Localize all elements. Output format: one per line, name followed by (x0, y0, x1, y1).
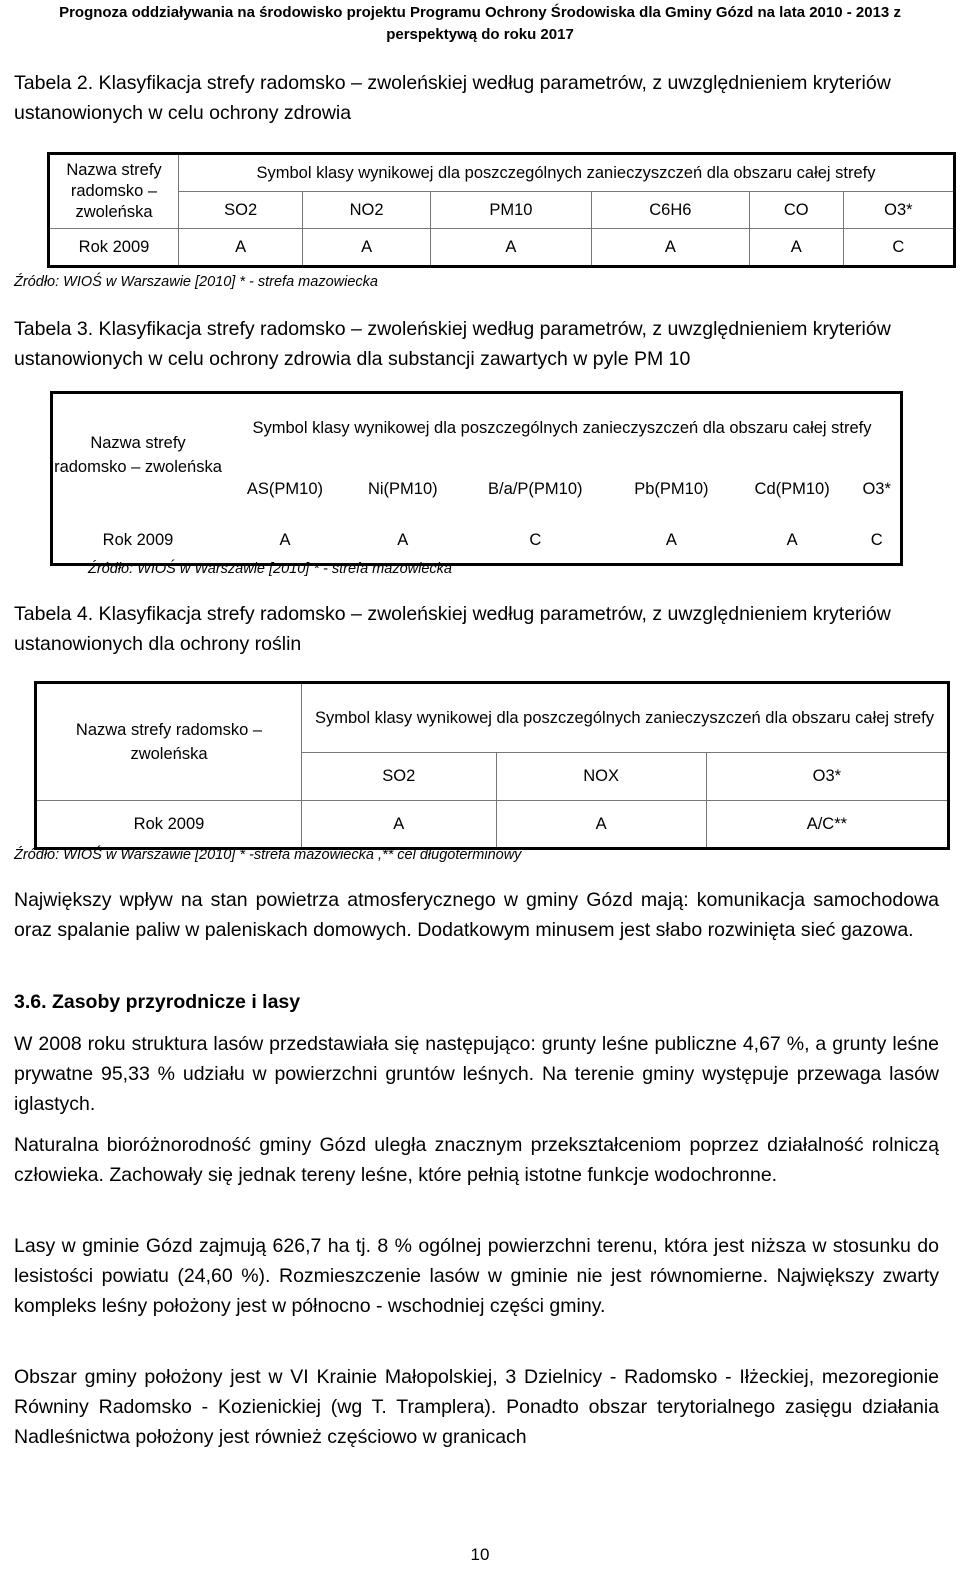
table2-column-headers (49, 192, 955, 229)
table3-col-header: B/a/P(PM10) (459, 462, 611, 516)
table-row (52, 517, 902, 565)
table3-col-header: Pb(PM10) (611, 462, 731, 516)
table2-col-header: NO2 (303, 192, 431, 229)
table4-cell: A (496, 801, 706, 849)
table3-col-header: AS(PM10) (224, 462, 347, 516)
table4-col-header: O3* (706, 752, 948, 800)
table2-cell: A (430, 229, 591, 267)
table4 (34, 681, 950, 850)
table2-cell: A (591, 229, 749, 267)
section-heading: 3.6. Zasoby przyrodnicze i lasy (14, 991, 301, 1013)
table2 (47, 152, 956, 268)
table4-cell: A/C** (706, 801, 948, 849)
table3-col-header: O3* (853, 462, 902, 516)
table2-source: Źródło: WIOŚ w Warszawie [2010] * - strefa mazowiecka (14, 274, 378, 290)
table3-cell: C (459, 517, 611, 565)
page-number: 10 (470, 1545, 490, 1564)
table3-cell: C (853, 517, 902, 565)
header-line-1: Prognoza oddziaływania na środowisko projektu Programu Ochrony Środowiska dla Gminy Gózd na lata 2010 - 2013 z (59, 4, 901, 21)
table2-col-header: PM10 (430, 192, 591, 229)
table3-name-header: Nazwa strefy radomsko – zwoleńska (52, 393, 224, 517)
table4-symbol-header: Symbol klasy wynikowej dla poszczególnych zanieczyszczeń dla obszaru całej strefy (302, 683, 949, 753)
table4-cell: A (302, 801, 497, 849)
table3-cell: A (224, 517, 347, 565)
table2-col-header: CO (749, 192, 843, 229)
table3-col-header: Cd(PM10) (731, 462, 852, 516)
table3-caption: Tabela 3. Klasyfikacja strefy radomsko – zwoleńskiej według parametrów, z uwzględnieniem kryteriów ustanowionych w celu ochrony zdrowia dla substancji zawartych w pyle PM 10 (14, 318, 891, 370)
table2-col-header: SO2 (179, 192, 303, 229)
table2-row-label: Rok 2009 (49, 229, 179, 267)
paragraph-forest-structure: W 2008 roku struktura lasów przedstawiała się następująco: grunty leśne publiczne 4,67 %, a grunty leśne prywatne 95,33 % udziału w powierzchni gruntów leśnych. Na terenie gminy występuje przewaga lasów iglastych. (14, 1033, 939, 1115)
table2-col-header: O3* (843, 192, 954, 229)
paragraph-biodiversity: Naturalna bioróżnorodność gminy Gózd uległa znacznym przekształceniom poprzez działalność rolniczą człowieka. Zachowały się jednak tereny leśne, które pełnią istotne funkcje wodochronne. (14, 1134, 939, 1186)
paragraph-air-impact: Największy wpływ na stan powietrza atmosferycznego w gminy Gózd mają: komunikacja samochodowa oraz spalanie paliw w paleniskach domowych. Dodatkowym minusem jest słabo rozwinięta sieć gazowa. (14, 889, 939, 941)
table2-name-header: Nazwa strefy radomsko – zwoleńska (49, 154, 179, 229)
table2-cell: A (179, 229, 303, 267)
table3-cell: A (611, 517, 731, 565)
table4-row-label: Rok 2009 (36, 801, 302, 849)
table4-col-header: NOX (496, 752, 706, 800)
table2-caption: Tabela 2. Klasyfikacja strefy radomsko – zwoleńskiej według parametrów, z uwzględnieniem kryteriów ustanowionych w celu ochrony zdrowia (14, 72, 891, 124)
table2-symbol-header: Symbol klasy wynikowej dla poszczególnych zanieczyszczeń dla obszaru całej strefy (179, 154, 955, 192)
table2-cell: C (843, 229, 954, 267)
table2-cell: A (303, 229, 431, 267)
header-line-2: perspektywą do roku 2017 (386, 26, 574, 43)
table3 (50, 391, 903, 566)
table4-caption: Tabela 4. Klasyfikacja strefy radomsko – zwoleńskiej według parametrów, z uwzględnieniem kryteriów ustanowionych dla ochrony roślin (14, 603, 891, 655)
paragraph-region: Obszar gminy położony jest w VI Krainie Małopolskiej, 3 Dzielnicy - Radomsko - Iłżeckiej, mezoregionie Równiny Radomsko - Kozienickiej (wg T. Tramplera). Ponadto obszar terytorialnego zasięgu działania Nadleśnictwa położony jest również częściowo w granicach (14, 1366, 939, 1448)
table3-cell: A (346, 517, 459, 565)
table2-col-header: C6H6 (591, 192, 749, 229)
table-row (36, 801, 949, 849)
table3-cell: A (731, 517, 852, 565)
table4-name-header: Nazwa strefy radomsko – zwoleńska (36, 683, 302, 801)
paragraph-forest-area: Lasy w gminie Gózd zajmują 626,7 ha tj. 8 % ogólnej powierzchni terenu, która jest niższa w stosunku do lesistości powiatu (24,60 %). Rozmieszczenie lasów w gminie nie jest równomierne. Największy zwarty kompleks leśny położony jest w północno - wschodniej części gminy. (14, 1235, 939, 1317)
table4-col-header: SO2 (302, 752, 497, 800)
table2-cell: A (749, 229, 843, 267)
page-header (0, 2, 960, 46)
table4-source: Źródło: WIOŚ w Warszawie [2010] * -strefa mazowiecka ,** cel długoterminowy (14, 847, 522, 863)
table3-col-header: Ni(PM10) (346, 462, 459, 516)
table3-symbol-header: Symbol klasy wynikowej dla poszczególnych zanieczyszczeń dla obszaru całej strefy (224, 393, 902, 463)
table3-row-label: Rok 2009 (52, 517, 224, 565)
table-row (49, 229, 955, 267)
table3-source: Źródło: WIOŚ w Warszawie [2010] * - strefa mazowiecka (88, 561, 452, 577)
